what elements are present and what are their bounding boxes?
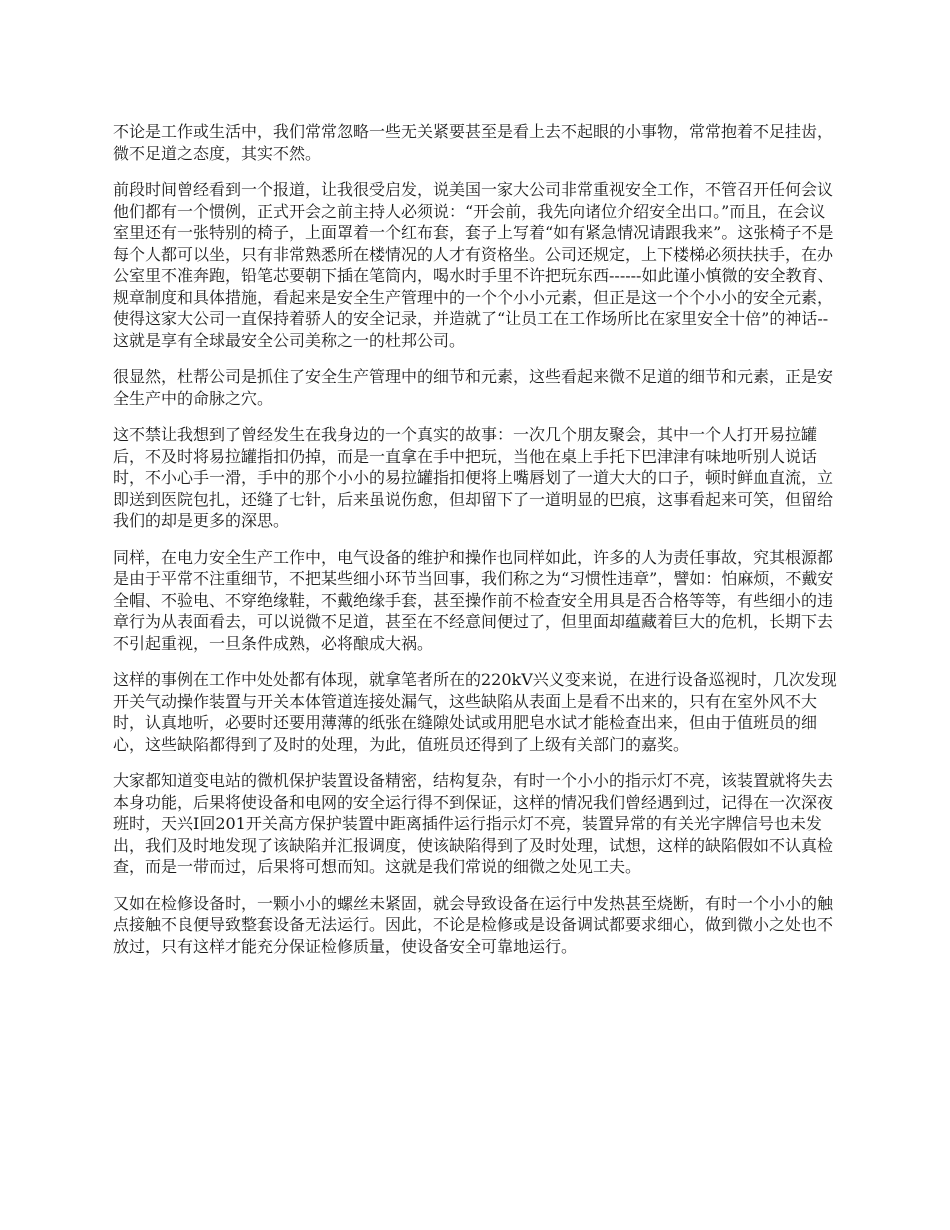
paragraph-7: 大家都知道变电站的微机保护装置设备精密，结构复杂，有时一个小小的指示灯不亮，该装置就将失去本身功能，后果将使设备和电网的安全运行得不到保证，这样的情况我们曾经遇到过，记得在一次深夜班时，天兴Ⅰ回201开关高方保护装置中距离插件运行指示灯不亮，装置异常的有关光字牌信号也未发出，我们及时地发现了该缺陷并汇报调度，使该缺陷得到了及时处理，试想，这样的缺陷假如不认真检查，而是一带而过，后果将可想而知。这就是我们常说的细微之处见工夫。 (113, 771, 834, 876)
paragraph-6: 这样的事例在工作中处处都有体现，就拿笔者所在的220kV兴义变来说，在进行设备巡视时，几次发现开关气动操作装置与开关本体管道连接处漏气，这些缺陷从表面上是看不出来的，只有在室外风不大时，认真地听，必要时还要用薄薄的纸张在缝隙处试或用肥皂水试才能检查出来，但由于值班员的细心，这些缺陷都得到了及时的处理，为此，值班员还得到了上级有关部门的嘉奖。 (113, 670, 837, 754)
paragraph-1: 不论是工作或生活中，我们常常忽略一些无关紧要甚至是看上去不起眼的小事物，常常抱着不足挂齿，微不足道之态度，其实不然。 (113, 122, 834, 163)
paragraph-3: 很显然，杜帮公司是抓住了安全生产管理中的细节和元素，这些看起来微不足道的细节和元素，正是安全生产中的命脉之穴。 (113, 367, 834, 408)
document-body (113, 121, 841, 972)
paragraph-4: 这不禁让我想到了曾经发生在我身边的一个真实的故事：一次几个朋友聚会，其中一个人打开易拉罐后，不及时将易拉罐指扣仍掉，而是一直拿在手中把玩，当他在桌上手托下巴津津有味地听别人说话时，不小心手一滑，手中的那个小小的易拉罐指扣便将上嘴唇划了一道大大的口子，顿时鲜血直流，立即送到医院包扎，还缝了七针，后来虽说伤愈，但却留下了一道明显的巴痕，这事看起来可笑，但留给我们的却是更多的深思。 (113, 425, 834, 530)
paragraph-5: 同样，在电力安全生产工作中，电气设备的维护和操作也同样如此，许多的人为责任事故，究其根源都是由于平常不注重细节，不把某些细小环节当回事，我们称之为“习惯性违章”，譬如：怕麻烦，不戴安全帽、不验电、不穿绝缘鞋，不戴绝缘手套，甚至操作前不检查安全用具是否合格等等，有些细小的违章行为从表面看去，可以说微不足道，甚至在不经意间便过了，但里面却蕴藏着巨大的危机，长期下去不引起重视，一旦条件成熟，必将酿成大祸。 (113, 547, 834, 653)
paragraph-8: 又如在检修设备时，一颗小小的螺丝未紧固，就会导致设备在运行中发热甚至烧断，有时一个小小的触点接触不良便导致整套设备无法运行。因此，不论是检修或是设备调试都要求细心，做到微小之处也不放过，只有这样才能充分保证检修质量，使设备安全可靠地运行。 (113, 893, 834, 956)
paragraph-2: 前段时间曾经看到一个报道，让我很受启发，说美国一家大公司非常重视安全工作，不管召开任何会议他们都有一个惯例，正式开会之前主持人必须说：“开会前，我先向诸位介绍安全出口。”而且，在会议室里还有一张特别的椅子，上面罩着一个红布套，套子上写着“如有紧急情况请跟我来”。这张椅子不是每个人都可以坐，只有非常熟悉所在楼情况的人才有资格坐。公司还规定，上下楼梯必须扶扶手，在办公室里不准奔跑，铅笔芯要朝下插在笔筒内，喝水时手里不许把玩东西------如此谨小慎微的安全教育、规章制度和具体措施，看起来是安全生产管理中的一个个小小元素，但正是这一个个小小的安全元素，使得这家大公司一直保持着骄人的安全记录，并造就了“让员工在工作场所比在家里安全十倍”的神话--这就是享有全球最安全公司美称之一的杜邦公司。 (113, 180, 834, 350)
